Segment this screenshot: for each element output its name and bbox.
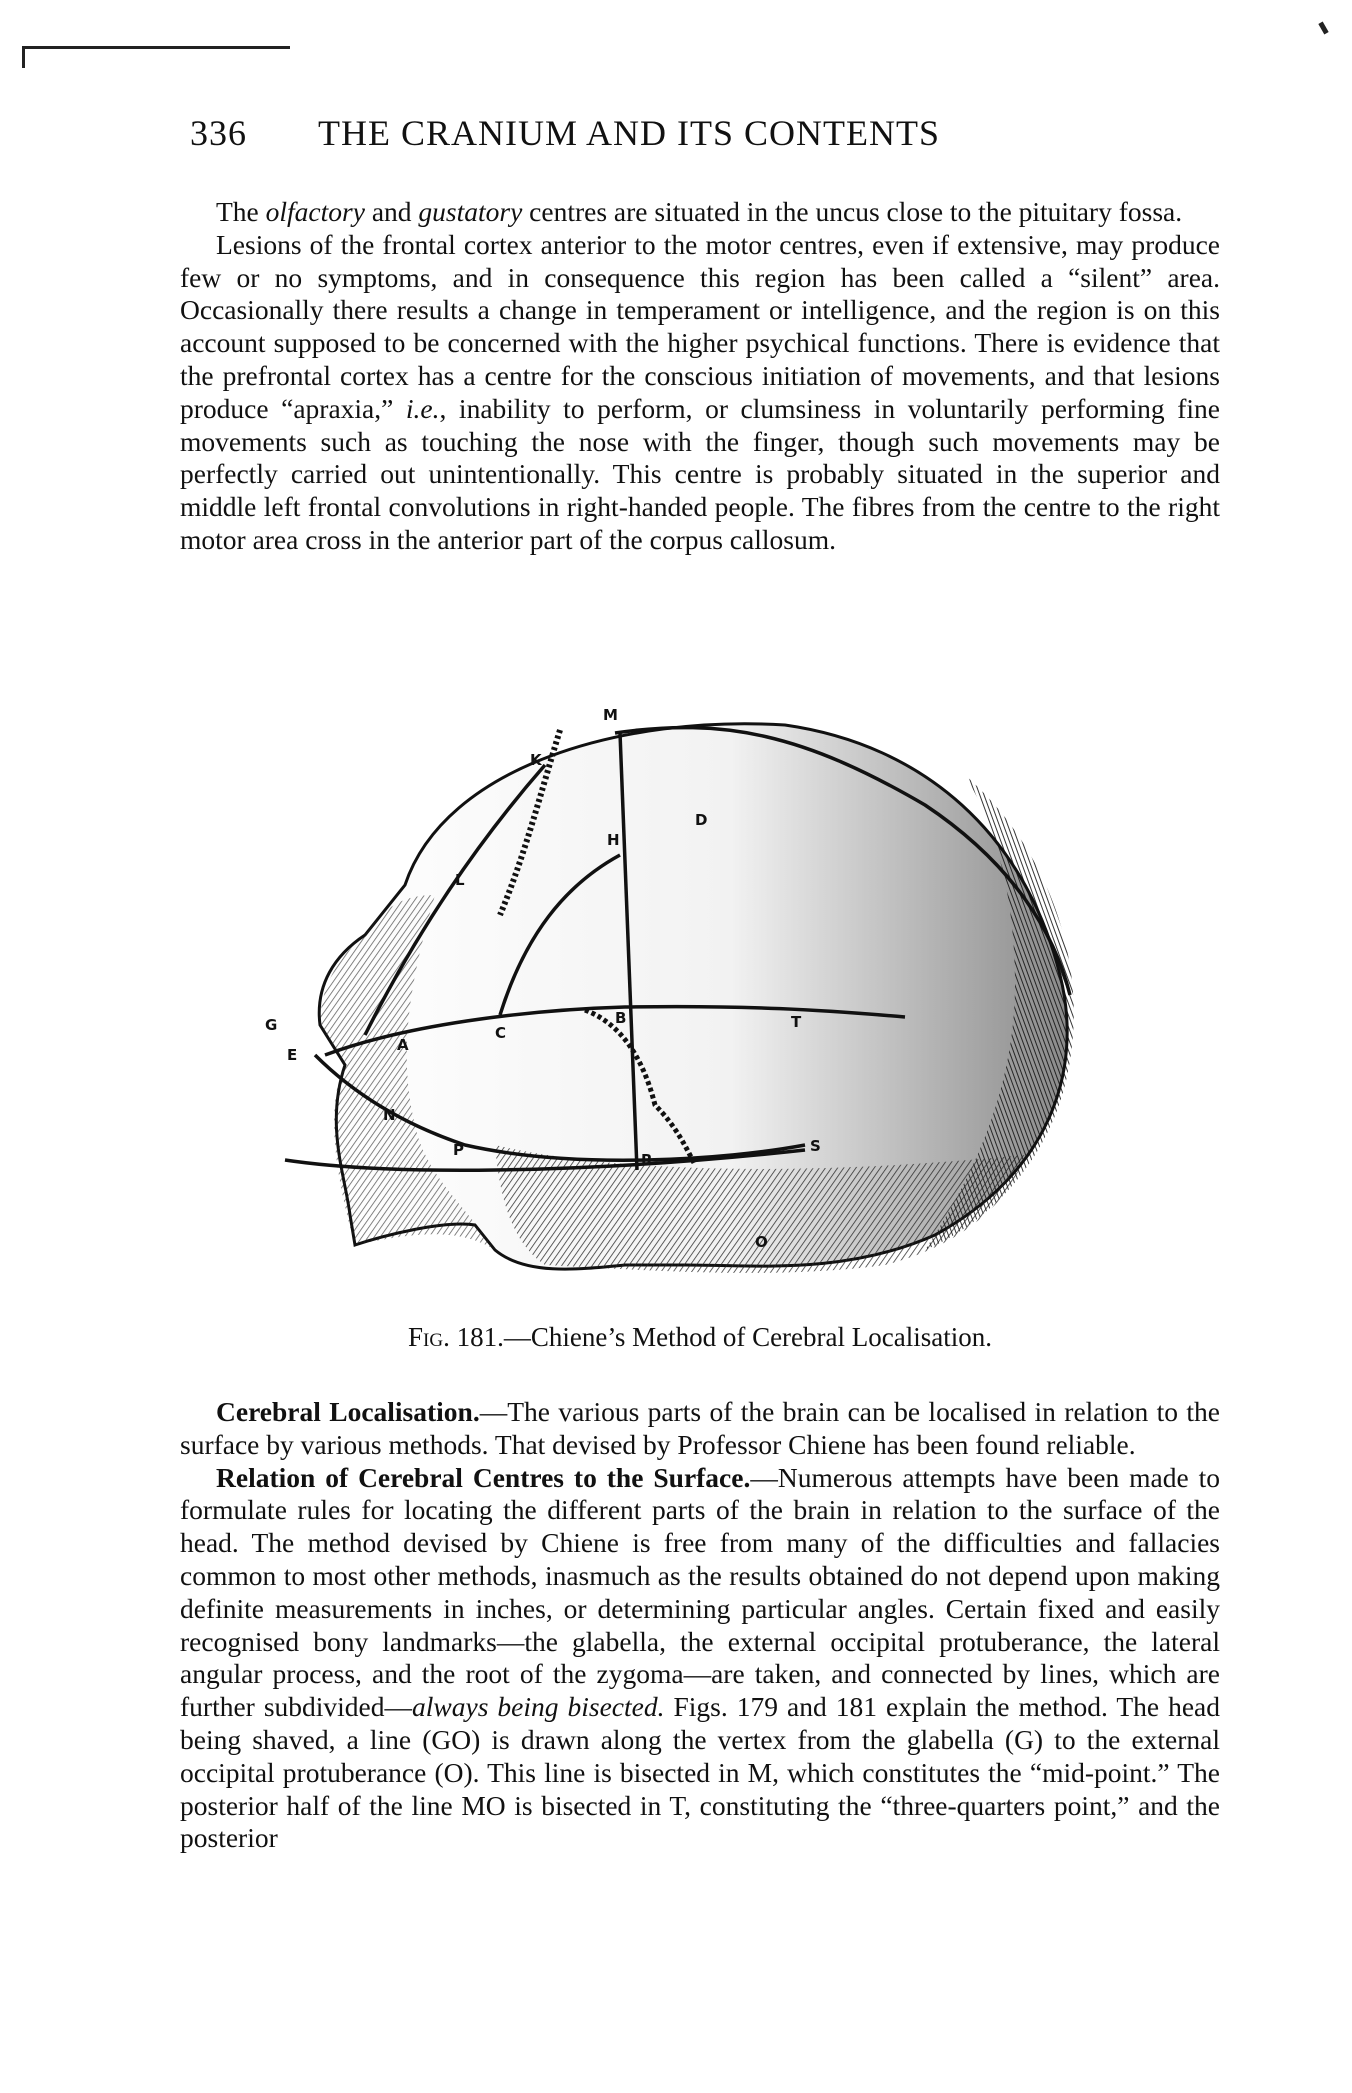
page-number: 336	[190, 113, 247, 153]
corner-rule	[22, 46, 290, 49]
paragraph-cerebral-localisation	[180, 1396, 1220, 1462]
label-m: M	[603, 706, 618, 724]
label-h: H	[607, 831, 620, 849]
label-a: A	[397, 1036, 409, 1054]
label-g: G	[265, 1016, 278, 1034]
italic-always-bisected: always being bisected.	[412, 1691, 665, 1723]
text-run: Figs. 179 and 181 explain the method. The head being shaved, a line (GO) is drawn along the vertex from the glabella (G) to the external occipital protuberance (O). This line is bisected in M, which constitutes the “mid-point.” The posterior half of the line MO is bisected in T, constituting the “three-quarters point,” and the posterior	[180, 1691, 1220, 1854]
italic-gustatory: gustatory	[418, 196, 523, 227]
label-l: L	[455, 871, 465, 889]
label-r: R	[641, 1151, 653, 1169]
figure-number: Fig. 181.	[408, 1322, 504, 1352]
corner-mark	[1318, 22, 1328, 35]
caption-text: —Chiene’s Method of Cerebral Localisation.	[503, 1322, 992, 1352]
paragraph-olfactory	[180, 196, 1220, 229]
skull-figure	[265, 705, 1125, 1305]
label-c: C	[495, 1024, 507, 1042]
intro-text	[180, 196, 1220, 557]
heading-relation: Relation of Cerebral Centres to the Surface.	[216, 1461, 751, 1493]
paragraph-lesions	[180, 229, 1220, 557]
text-run: —Numerous attempts have been made to formulate rules for locating the different parts of the brain in relation to the surface of the head. The method devised by Chiene is free from many of the difficulties and fallacies common to most other methods, inasmuch as the results obtained do not depend upon making definite measurements in inches, or determining particular angles. Certain fixed and easily recognised bony landmarks—the glabella, the external occipital protuberance, the lateral angular process, and the root of the zygoma—are taken, and connected by lines, which are further subdivided—	[180, 1461, 1220, 1723]
paragraph-relation	[180, 1462, 1220, 1856]
text-run: centres are situated in the uncus close to the pituitary fossa.	[522, 196, 1183, 227]
figure-caption	[180, 1322, 1220, 1353]
running-head	[190, 112, 1190, 154]
italic-ie: i.e.	[405, 392, 440, 424]
label-b: B	[615, 1009, 627, 1027]
label-o: O	[755, 1233, 768, 1251]
label-d: D	[695, 811, 708, 829]
text-run: The	[216, 196, 266, 227]
label-s: S	[810, 1137, 821, 1155]
italic-olfactory: olfactory	[265, 196, 365, 227]
corner-tick	[22, 46, 25, 68]
text-run: and	[364, 196, 419, 227]
section-text	[180, 1396, 1220, 1855]
text-run: , inability to perform, or clumsiness in voluntarily performing fine movements such as touching the nose with the finger, though such movements may be perfectly carried out unintentionally. This centre is probably situated in the superior and middle left frontal convolutions in right-handed people. The fibres from the centre to the right motor area cross in the anterior part of the corpus callosum.	[180, 392, 1220, 555]
text-run: Lesions of the frontal cortex anterior to the motor centres, even if extensive, may produce few or no symptoms, and in consequence this region has been called a “silent” area. Occasionally there results a change in temperament or intelligence, and the region is on this account supposed to be concerned with the higher psychical functions. There is evidence that the prefrontal cortex has a centre for the conscious initiation of movements, and that lesions produce “apraxia,”	[180, 228, 1220, 424]
heading-cerebral-localisation: Cerebral Localisation.	[216, 1396, 480, 1427]
label-p: P	[453, 1141, 464, 1159]
label-t: T	[791, 1013, 802, 1031]
running-title: THE CRANIUM AND ITS CONTENTS	[318, 113, 940, 153]
label-k: K	[530, 751, 542, 769]
label-e: E	[287, 1046, 298, 1064]
label-n: N	[383, 1106, 396, 1124]
text-run: —The various parts of the brain can be localised in relation to the surface by various methods. That devised by Professor Chiene has been found reliable.	[180, 1396, 1220, 1460]
